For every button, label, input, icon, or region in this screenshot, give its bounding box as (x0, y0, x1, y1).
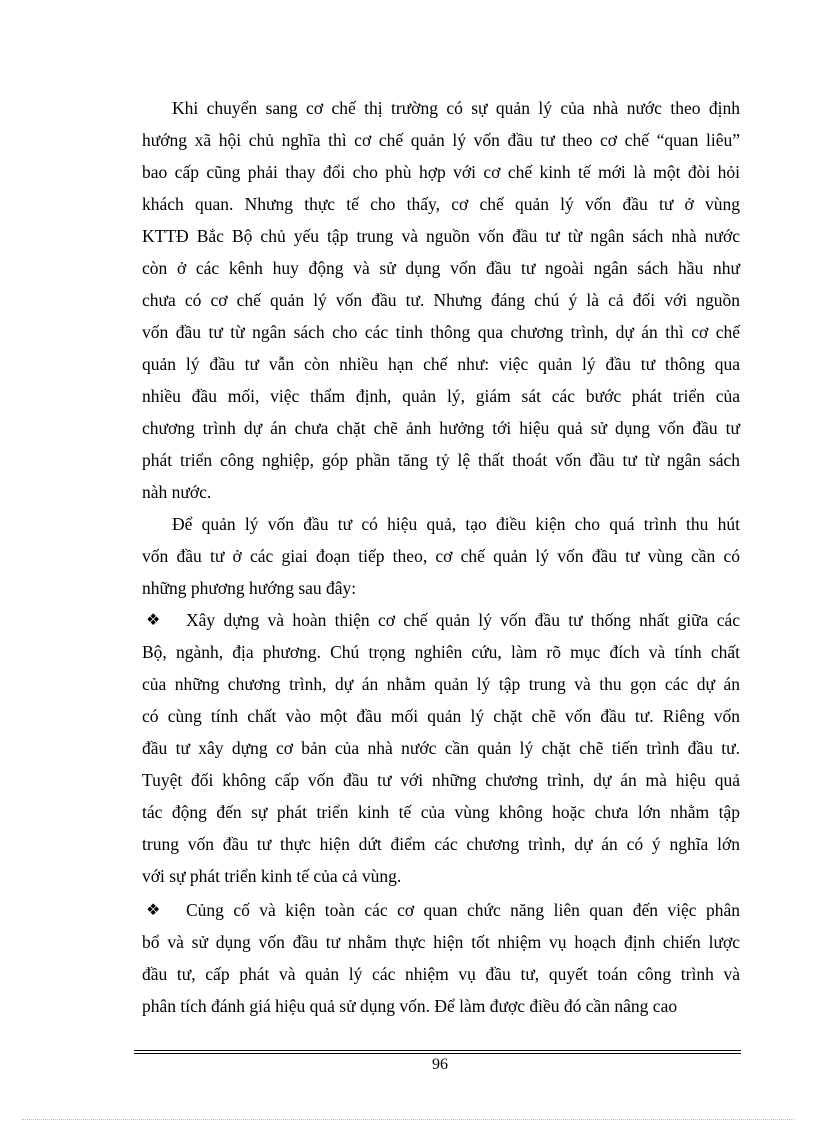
bullet-line: với sự phát triển kinh tế của cả vùng. (142, 866, 402, 886)
bullet-line: trung vốn đầu tư thực hiện dứt điểm các chương trình, dự án có ý nghĩa lớn (142, 834, 740, 854)
paragraph-line: quản lý đầu tư vẫn còn nhiều hạn chế như: việc quản lý đầu tư thông qua (142, 354, 740, 374)
bullet-line: Xây dựng và hoàn thiện cơ chế quản lý vốn đầu tư thống nhất giữa các (186, 610, 740, 630)
bullet-line: của những chương trình, dự án nhằm quản lý tập trung và thu gọn các dự án (142, 674, 740, 694)
bullet-line: Bộ, ngành, địa phương. Chú trọng nghiên cứu, làm rõ mục đích và tính chất (142, 642, 740, 662)
paragraph-line: vốn đầu tư ở các giai đoạn tiếp theo, cơ chế quản lý vốn đầu tư vùng cần có (142, 546, 740, 566)
paragraph-line: nhiều đầu mối, việc thẩm định, quản lý, giám sát các bước phát triển của (142, 386, 740, 406)
paragraph-line: KTTĐ Bắc Bộ chủ yếu tập trung và nguồn vốn đầu tư từ ngân sách nhà nước (142, 226, 740, 246)
bullet-diamond-icon: ❖ (146, 610, 161, 629)
paragraph-line: nàh nước. (142, 482, 212, 502)
footer-rule-top (134, 1050, 741, 1051)
bullet-line: bổ và sử dụng vốn đầu tư nhằm thực hiện tốt nhiệm vụ hoạch định chiến lược (142, 932, 740, 952)
bullet-line: đầu tư xây dựng cơ bản của nhà nước cần quản lý chặt chẽ tiến trình đầu tư. (142, 738, 740, 758)
bullet-line: Tuyệt đối không cấp vốn đầu tư với những chương trình, dự án mà hiệu quả (142, 770, 740, 790)
paragraph-line: còn ở các kênh huy động và sử dụng vốn đầu tư ngoài ngân sách hầu như (142, 258, 740, 278)
page-edge-divider (22, 1119, 794, 1120)
paragraph-line: những phương hướng sau đây: (142, 578, 357, 598)
paragraph-line: vốn đầu tư từ ngân sách cho các tỉnh thông qua chương trình, dự án thì cơ chế (142, 322, 740, 342)
paragraph-line: khách quan. Nhưng thực tế cho thấy, cơ chế quản lý vốn đầu tư ở vùng (142, 194, 740, 214)
bullet-line: phân tích đánh giá hiệu quả sử dụng vốn. Để làm được điều đó cần nâng cao (142, 996, 678, 1016)
paragraph-line: hướng xã hội chủ nghĩa thì cơ chế quản lý vốn đầu tư theo cơ chế “quan liêu” (142, 130, 740, 150)
page-number: 96 (432, 1056, 448, 1073)
bullet-diamond-icon: ❖ (146, 900, 161, 919)
paragraph-line: phát triển công nghiệp, góp phần tăng tỷ lệ thất thoát vốn đầu tư từ ngân sách (142, 450, 740, 470)
bullet-line: Củng cố và kiện toàn các cơ quan chức năng liên quan đến việc phân (186, 900, 740, 920)
footer-rule-bottom (134, 1053, 741, 1054)
paragraph-line: bao cấp cũng phải thay đổi cho phù hợp với cơ chế kinh tế mới là một đòi hỏi (142, 162, 740, 182)
bullet-line: đầu tư, cấp phát và quản lý các nhiệm vụ đầu tư, quyết toán công trình và (142, 964, 740, 984)
bullet-line: tác động đến sự phát triển kinh tế của vùng không hoặc chưa lớn nhằm tập (142, 802, 740, 822)
bullet-line: có cùng tính chất vào một đầu mối quản lý chặt chẽ vốn đầu tư. Riêng vốn (142, 706, 740, 726)
paragraph-line: chương trình dự án chưa chặt chẽ ảnh hưởng tới hiệu quả sử dụng vốn đầu tư (142, 418, 740, 438)
paragraph-line: Để quản lý vốn đầu tư có hiệu quả, tạo điều kiện cho quá trình thu hút (172, 514, 740, 534)
paragraph-line: Khi chuyển sang cơ chế thị trường có sự quản lý của nhà nước theo định (172, 98, 740, 118)
paragraph-line: chưa có cơ chế quản lý vốn đầu tư. Nhưng đáng chú ý là cả đối với nguồn (142, 290, 740, 310)
